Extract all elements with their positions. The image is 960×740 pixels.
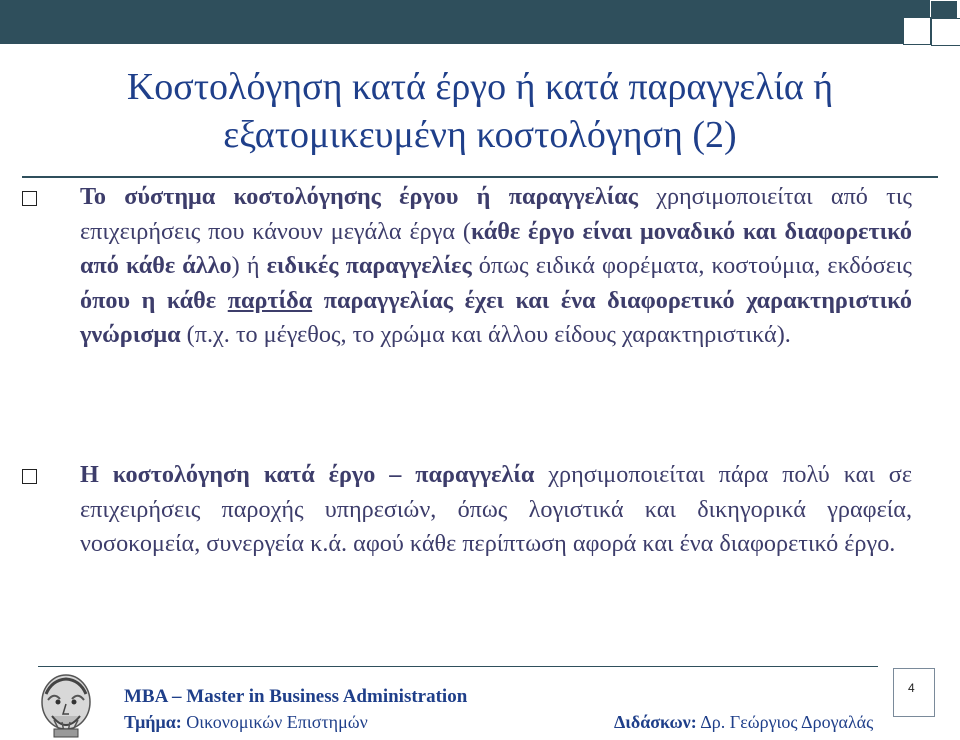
footer-divider bbox=[38, 666, 878, 667]
footer-department bbox=[124, 712, 368, 733]
text-segment: ) ή bbox=[231, 252, 267, 279]
text-segment: χρησιμοποιείται πάρα πολύ και σε επιχειρήσεις παροχής υπηρεσιών, όπως λογιστικά και δικηγορικά γραφεία, νοσοκομεία, συνεργεία κ.ά. αφού κάθε περίπτωση αφορά και ένα διαφορετικό έργο. bbox=[80, 461, 912, 557]
instructor-value: Δρ. Γεώργιος Δρογαλάς bbox=[696, 712, 874, 732]
text-segment: (π.χ. το μέγεθος, το χρώμα και άλλου είδους χαρακτηριστικά). bbox=[180, 321, 791, 348]
bullet-paragraph-1 bbox=[80, 180, 912, 353]
footer-instructor bbox=[614, 712, 873, 733]
text-segment: παραγγελίας έχει και ένα διαφορετικό χαρακτηριστικό γνώρισμα bbox=[80, 286, 913, 348]
title-line-2: εξατομικευμένη κοστολόγηση (2) bbox=[223, 114, 737, 156]
footer-program: MBA – Master in Business Administration bbox=[124, 686, 468, 707]
bullet-paragraph-2 bbox=[80, 458, 912, 562]
corner-square-outline-left bbox=[903, 17, 931, 45]
university-head-logo-icon bbox=[34, 672, 98, 738]
text-segment: χρησιμοποιείται από τις επιχειρήσεις που κάνουν μεγάλα έργα ( bbox=[80, 183, 912, 245]
top-band bbox=[0, 0, 930, 44]
department-value: Οικονομικών Επιστημών bbox=[181, 712, 368, 732]
bullet-square-icon bbox=[22, 469, 37, 484]
title-divider bbox=[22, 176, 938, 178]
text-segment: όπου η κάθε bbox=[80, 286, 228, 314]
title-line-1: Κοστολόγηση κατά έργο ή κατά παραγγελία ή bbox=[126, 66, 834, 108]
text-segment: Το σύστημα κοστολόγησης έργου ή παραγγελίας bbox=[80, 183, 638, 210]
instructor-label: Διδάσκων: bbox=[614, 712, 697, 732]
text-segment: κάθε έργο είναι μοναδικό και διαφορετικό από κάθε άλλο bbox=[80, 217, 912, 279]
corner-square-outline-right bbox=[931, 18, 960, 46]
text-segment: Η κοστολόγηση κατά έργο – παραγγελία bbox=[80, 461, 535, 488]
slide-title bbox=[0, 63, 960, 159]
top-decorative-bar bbox=[0, 0, 960, 44]
bullet-square-icon bbox=[22, 191, 37, 206]
text-segment: όπως ειδικά φορέματα, κοστούμια, εκδόσεις bbox=[471, 252, 912, 279]
text-segment: ειδικές παραγγελίες bbox=[266, 252, 472, 279]
text-segment: παρτίδα bbox=[227, 286, 313, 314]
department-label: Τμήμα: bbox=[124, 712, 182, 732]
page-number: 4 bbox=[908, 681, 915, 695]
